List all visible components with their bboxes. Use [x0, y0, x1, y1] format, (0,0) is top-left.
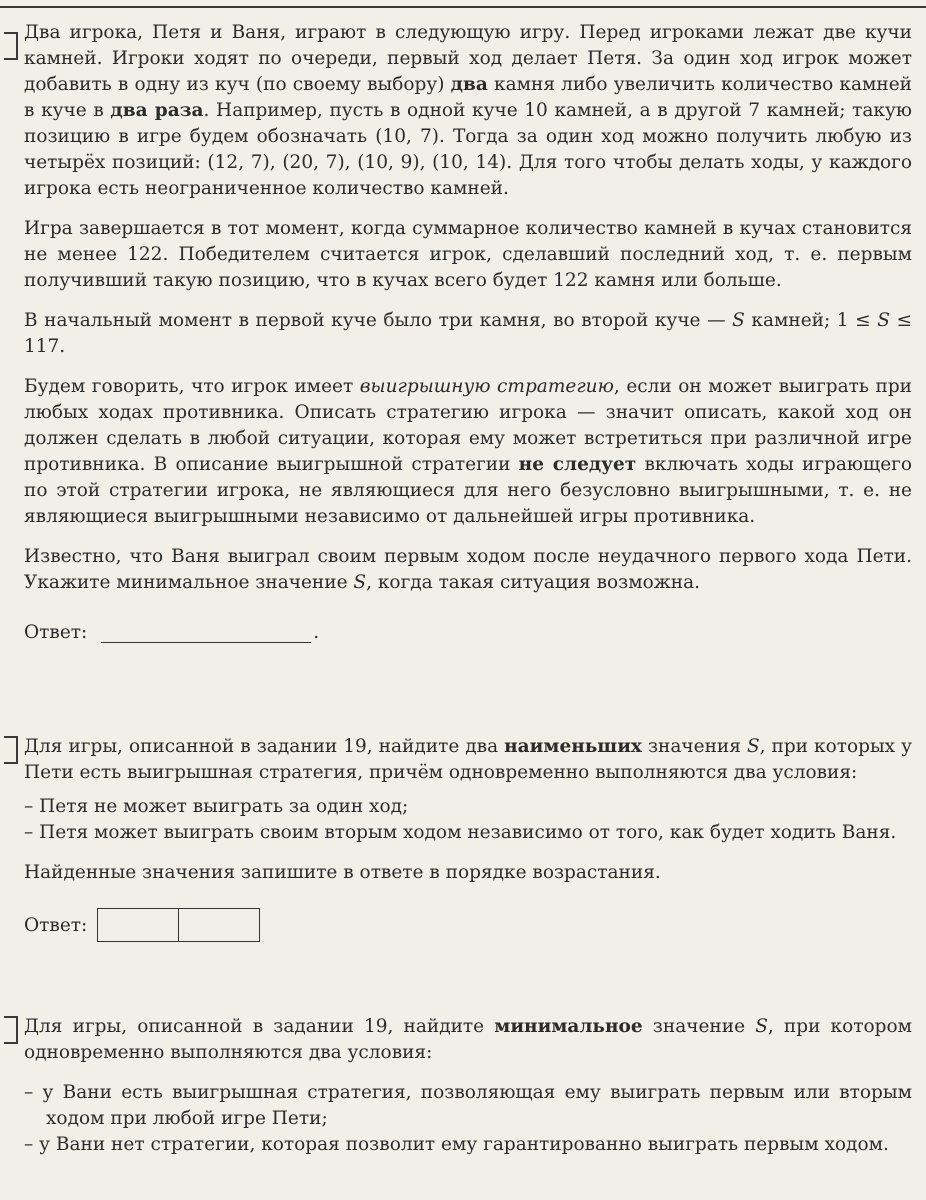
task-21-condition-1: – у Вани есть выигрышная стратегия, позволяющая ему выиграть первым или вторым ходом при любой игре Пети;	[24, 1082, 912, 1129]
task-21	[24, 1014, 912, 1172]
task-20-answer-boxes	[97, 908, 260, 942]
task-20-condition-1: – Петя не может выиграть за один ход;	[24, 796, 409, 817]
task-19-strategy-definition: Будем говорить, что игрок имеет выигрышную стратегию, если он может выиграть при любых ходах противника. Описать стратегию игрока — значит описать, какой ход он должен сделать в любой ситуации, которая ему может встретиться при различной игре противника. В описание выигрышной стратегии не следует включать ходы играющего по этой стратегии игрока, не являющиеся для него безусловно выигрышными, т. е. не являющиеся выигрышными независимо от дальнейшей игры противника.	[24, 376, 913, 527]
task-21-condition-2: – у Вани нет стратегии, которая позволит ему гарантированно выиграть первым ходом.	[24, 1134, 889, 1155]
task-20-intro: Для игры, описанной в задании 19, найдите два наименьших значения S, при которых у Пети есть выигрышная стратегия, причём одновременно выполняются два условия:	[24, 736, 912, 783]
task-20-instruction: Найденные значения запишите в ответе в порядке возрастания.	[24, 862, 661, 883]
page-top-rule	[0, 6, 926, 8]
task-20	[24, 734, 912, 942]
task-20-answer-box-2[interactable]	[178, 909, 259, 941]
answer-label: Ответ:	[24, 914, 88, 936]
task-19-initial-state: В начальный момент в первой куче было три камня, во второй куче — S камней; 1 ≤ S ≤ 117.	[24, 310, 912, 357]
task-19	[24, 20, 912, 643]
answer-dot: .	[313, 622, 320, 643]
task-20-condition-2: – Петя может выиграть своим вторым ходом независимо от того, как будет ходить Ваня.	[24, 822, 897, 843]
task-21-intro: Для игры, описанной в задании 19, найдите минимальное значение S, при котором одновременно выполняются два условия:	[24, 1016, 913, 1063]
task-20-conditions	[24, 794, 912, 846]
task-21-marker	[4, 1016, 18, 1044]
task-19-answer-row	[24, 622, 912, 643]
task-19-marker	[4, 32, 18, 60]
answer-label: Ответ:	[24, 622, 88, 643]
task-19-answer-line[interactable]	[101, 622, 311, 643]
task-20-answer-row	[24, 908, 912, 942]
task-20-marker	[4, 736, 18, 764]
task-19-end-condition: Игра завершается в тот момент, когда суммарное количество камней в кучах становится не менее 122. Победителем считается игрок, сделавший последний ход, т. е. первым получивший такую позицию, что в кучах всего будет 122 камня или больше.	[24, 218, 912, 291]
task-19-intro: Два игрока, Петя и Ваня, играют в следующую игру. Перед игроками лежат две кучи камней. Игроки ходят по очереди, первый ход делает Петя. За один ход игрок может добавить в одну из куч (по своему выбору) два камня либо увеличить количество камней в куче в два раза. Например, пусть в одной куче 10 камней, а в другой 7 камней; такую позицию в игре будем обозначать (10, 7). Тогда за один ход можно получить любую из четырёх позиций: (12, 7), (20, 7), (10, 9), (10, 14). Для того чтобы делать ходы, у каждого игрока есть неограниченное количество камней.	[24, 22, 912, 199]
task-20-answer-box-1[interactable]	[98, 909, 178, 941]
task-21-conditions	[24, 1080, 912, 1158]
task-19-question: Известно, что Ваня выиграл своим первым ходом после неудачного первого хода Пети. Укажите минимальное значение S, когда такая ситуация возможна.	[24, 546, 912, 593]
